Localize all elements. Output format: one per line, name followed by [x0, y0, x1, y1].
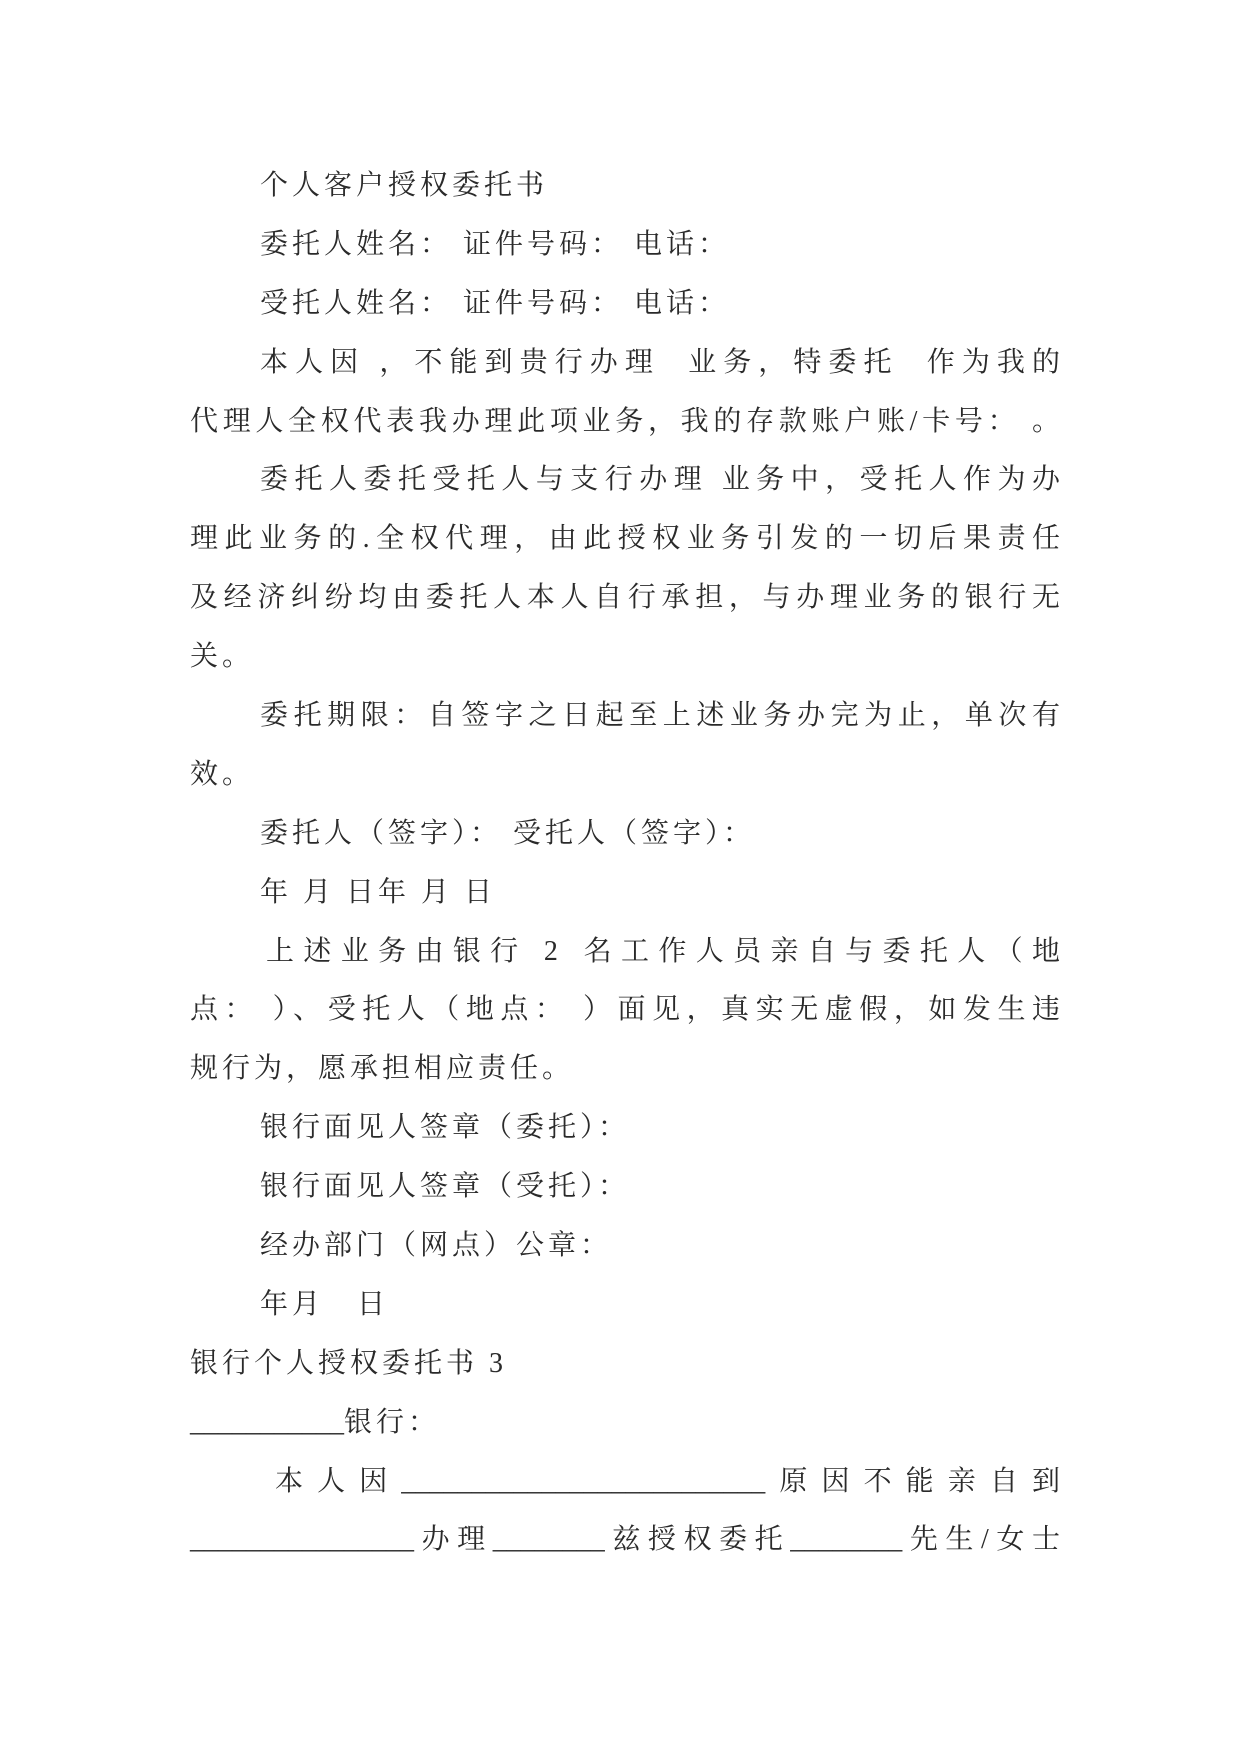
body-line: 理此业务的.全权代理，由此授权业务引发的一切后果责任	[190, 523, 1067, 555]
body-line: 委托人委托受托人与支行办理 业务中，受托人作为办	[260, 464, 1067, 496]
document-title: 个人客户授权委托书	[260, 170, 549, 201]
bank-sign-principal-line: 银行面见人签章（委托）：	[260, 1112, 631, 1144]
seal-date-line: 年月 日	[260, 1288, 390, 1320]
body-line: ________________ 办理________ 兹授权委托________ 先生/女士	[190, 1524, 1068, 1556]
body-line: 及经济纠纷均由委托人本人自行承担，与办理业务的银行无	[190, 582, 1066, 614]
bank-statement-line: 规行为，愿承担相应责任。	[190, 1053, 575, 1085]
bank-statement-line: 上述业务由银行 2 名工作人员亲自与委托人（地	[266, 935, 1070, 967]
form-section-1	[190, 157, 1070, 1335]
signature-date-line: 年 月 日年 月 日	[260, 876, 497, 908]
validity-line: 效。	[190, 758, 255, 790]
section-2-title: 银行个人授权委托书 3	[190, 1347, 508, 1379]
body-line: 关。	[190, 641, 255, 673]
body-line: 代理人全权代表我办理此项业务，我的存款账户账/卡号： 。	[190, 405, 1065, 437]
addressee-line: ___________银行：	[190, 1406, 441, 1438]
form-section-2	[190, 1335, 1075, 1571]
bank-statement-line: 点： ）、受托人（地点： ）面见，真实无虚假，如发生违	[190, 994, 1067, 1026]
agent-info-line: 受托人姓名： 证件号码： 电话：	[260, 287, 731, 319]
document-body	[190, 157, 1075, 1570]
signature-line: 委托人（签字）： 受托人（签字）：	[260, 817, 756, 849]
body-line: 本人因 ，不能到贵行办理 业务，特委托 作为我的	[260, 346, 1068, 378]
validity-line: 委托期限：自签字之日起至上述业务办完为止，单次有	[260, 700, 1066, 732]
body-line: 本人因__________________________ 原因不能亲自到	[275, 1465, 1075, 1497]
principal-info-line: 委托人姓名： 证件号码： 电话：	[260, 228, 731, 260]
bank-sign-agent-line: 银行面见人签章（受托）：	[260, 1171, 631, 1203]
branch-seal-line: 经办部门（网点）公章：	[260, 1230, 613, 1262]
